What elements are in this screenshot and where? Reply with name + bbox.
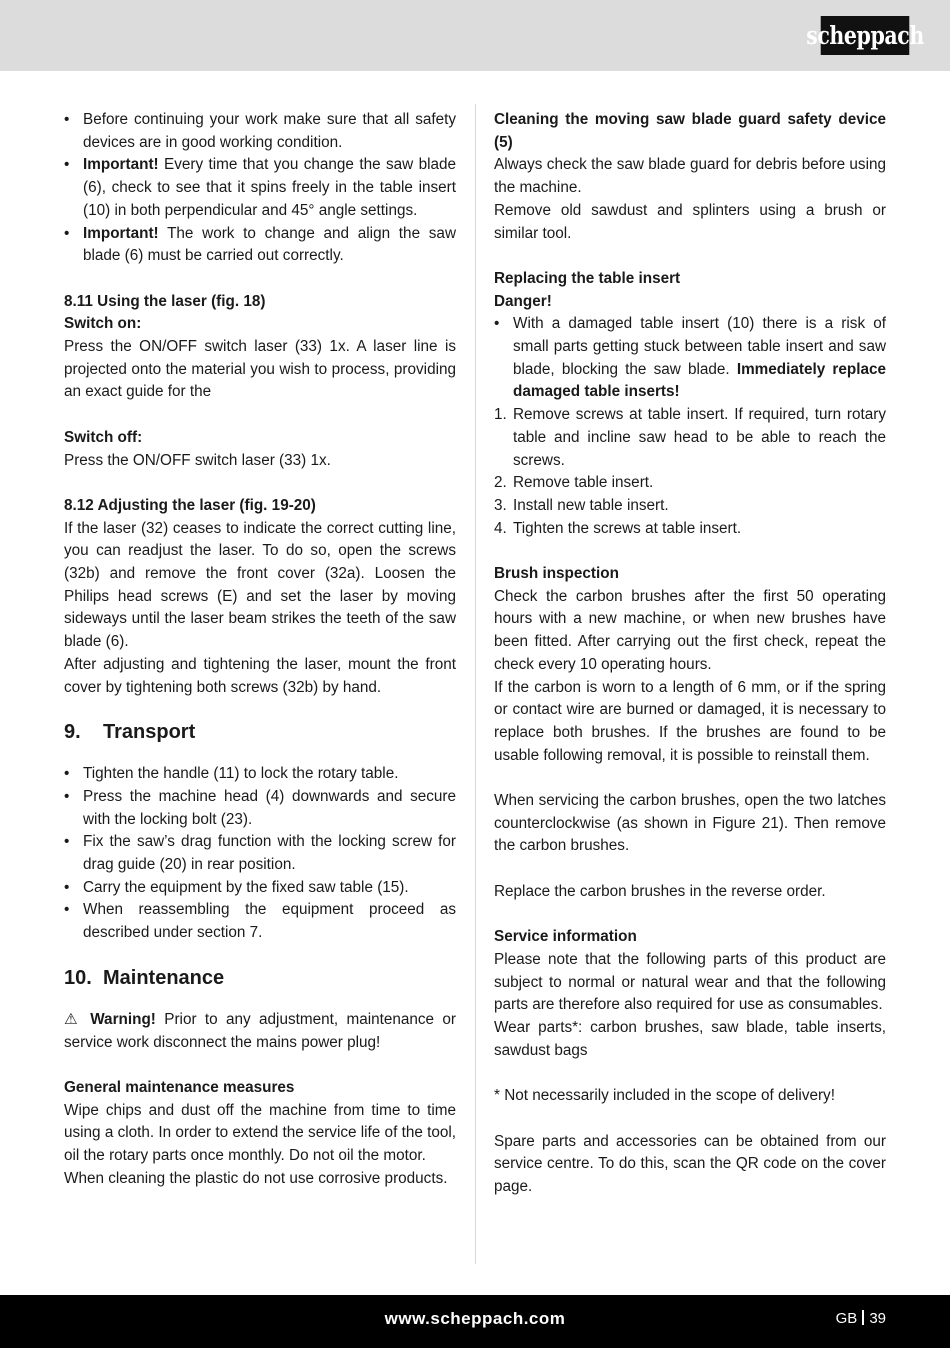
list-item: • With a damaged table insert (10) there is a risk of small parts getting stuck between table insert and saw blade, blocking the saw blade. Immediately replace damaged table inserts! bbox=[494, 315, 886, 401]
paragraph: When servicing the carbon brushes, open the two latches counterclockwise (as shown in Figure 21). Then remove the carbon brushes. bbox=[494, 792, 886, 855]
list-item: 3. Install new table insert. bbox=[494, 496, 669, 514]
section-8-12-title: 8.12 Adjusting the laser (fig. 19-20) bbox=[64, 496, 316, 514]
general-maintenance-title: General maintenance measures bbox=[64, 1078, 295, 1096]
brush-inspection-title: Brush inspection bbox=[494, 565, 619, 583]
list-item: • Tighten the handle (11) to lock the rotary table. bbox=[64, 763, 456, 786]
website-link[interactable]: www.scheppach.com bbox=[384, 1309, 566, 1328]
list-item: 4. Tighten the screws at table insert. bbox=[494, 519, 742, 537]
section-9-heading: 9. Transport bbox=[64, 721, 196, 744]
page-number: 39 bbox=[869, 1310, 886, 1327]
footer-bar bbox=[0, 1295, 950, 1348]
list-item: 2. Remove table insert. bbox=[494, 474, 654, 492]
switch-off-text: Press the ON/OFF switch laser (33) 1x. bbox=[64, 451, 331, 469]
paragraph: When cleaning the plastic do not use corrosive products. bbox=[64, 1169, 448, 1187]
paragraph: If the carbon is worn to a length of 6 mm, or if the spring or contact wire are burned or damaged, it is necessary to replace both brushes. If the brushes are found to be usable following removal, it is possible to reinstall them. bbox=[494, 678, 886, 764]
section-8-11-title: 8.11 Using the laser (fig. 18) bbox=[64, 292, 266, 310]
steps-list bbox=[494, 404, 886, 540]
paragraph: Wipe chips and dust off the machine from time to time using a cloth. In order to extend the service life of the tool, oil the rotary parts once monthly. Do not oil the motor. bbox=[64, 1101, 456, 1165]
danger-label: Danger! bbox=[494, 292, 552, 310]
paragraph: Spare parts and accessories can be obtained from our service centre. To do this, scan the QR code on the cover page. bbox=[494, 1132, 886, 1195]
list-item: • Important! Every time that you change the saw blade (6), check to see that it spins freely in the table insert (10) in both perpendicular and 45° angle settings. bbox=[64, 156, 456, 219]
list-item: • When reassembling the equipment proceed as described under section 7. bbox=[64, 901, 456, 942]
list-item: • Press the machine head (4) downwards and secure with the locking bolt (23). bbox=[64, 787, 456, 828]
warning-label: Warning! bbox=[90, 1010, 156, 1028]
list-item: • Fix the saw’s drag function with the locking screw for drag guide (20) in rear position. bbox=[64, 833, 456, 874]
service-information-title: Service information bbox=[494, 928, 637, 946]
list-item: 1. Remove screws at table insert. If required, turn rotary table and incline saw head to be able to reach the screws. bbox=[494, 406, 886, 469]
switch-on-label: Switch on: bbox=[64, 315, 142, 333]
bullet-icon: • bbox=[64, 156, 70, 174]
switch-on-text: Press the ON/OFF switch laser (33) 1x. A laser line is projected onto the material you wish to process, providing an exact guide for the bbox=[64, 338, 456, 401]
bullet-icon: • bbox=[64, 224, 70, 242]
section-10-heading: 10. Maintenance bbox=[64, 966, 225, 989]
important-label: Important! bbox=[83, 156, 159, 174]
paragraph: After adjusting and tightening the laser, mount the front cover by tightening both screws (32b) by hand. bbox=[64, 655, 456, 696]
paragraph: * Not necessarily included in the scope of delivery! bbox=[494, 1087, 835, 1105]
bullet-icon: • bbox=[494, 315, 500, 333]
paragraph: Wear parts*: carbon brushes, saw blade, table inserts, sawdust bags bbox=[494, 1019, 886, 1059]
paragraph: Check the carbon brushes after the first 50 operating hours with a new machine, or when new brushes have been fitted. After carrying out the first check, repeat the check every 10 operating hours. bbox=[494, 587, 886, 673]
list-item: • Carry the equipment by the fixed saw table (15). bbox=[64, 877, 456, 900]
right-column bbox=[494, 109, 886, 1199]
bullet-icon: • bbox=[64, 111, 70, 128]
paragraph: Please note that the following parts of this product are subject to normal or natural wear and that the following parts are therefore also required for use as consumables. bbox=[494, 950, 886, 1014]
safety-bullets bbox=[64, 109, 456, 268]
list-item: • Before continuing your work make sure that all safety devices are in good working condition. bbox=[64, 111, 456, 151]
bullet-icon: • bbox=[64, 765, 70, 783]
paragraph: If the laser (32) ceases to indicate the correct cutting line, you can readjust the laser. To do so, open the screws (32b) and remove the front cover (32a). Loosen the Philips head screws (E) and set the laser by moving sideways until the laser beam strikes the teeth of the saw blade (6). bbox=[64, 519, 456, 651]
scheppach-logo: scheppach bbox=[821, 16, 910, 55]
replacing-table-insert-title: Replacing the table insert bbox=[494, 269, 681, 287]
switch-off-label: Switch off: bbox=[64, 428, 143, 446]
danger-list bbox=[494, 313, 886, 404]
page-indicator bbox=[836, 1310, 886, 1327]
warning-icon: ⚠ bbox=[64, 1010, 82, 1028]
left-column bbox=[64, 109, 456, 1190]
paragraph: Always check the saw blade guard for debris before using the machine. bbox=[494, 156, 886, 197]
bullet-icon: • bbox=[64, 878, 70, 896]
bullet-icon: • bbox=[64, 833, 70, 851]
separator bbox=[862, 1310, 864, 1325]
transport-list bbox=[64, 763, 456, 945]
paragraph: Remove old sawdust and splinters using a brush or similar tool. bbox=[494, 201, 886, 242]
bullet-icon: • bbox=[64, 787, 70, 805]
paragraph: Replace the carbon brushes in the reverse order. bbox=[494, 882, 826, 900]
cleaning-title: Cleaning the moving saw blade guard safety device (5) bbox=[494, 111, 886, 151]
important-label: Important! bbox=[83, 224, 159, 242]
language-code: GB bbox=[835, 1310, 858, 1327]
bullet-icon: • bbox=[64, 901, 70, 919]
warning-paragraph: ⚠ Warning! Prior to any adjustment, maintenance or service work disconnect the mains power plug! bbox=[64, 1010, 457, 1051]
list-item: • Important! The work to change and align the saw blade (6) must be carried out correctly. bbox=[64, 224, 456, 265]
column-divider bbox=[475, 104, 476, 1264]
